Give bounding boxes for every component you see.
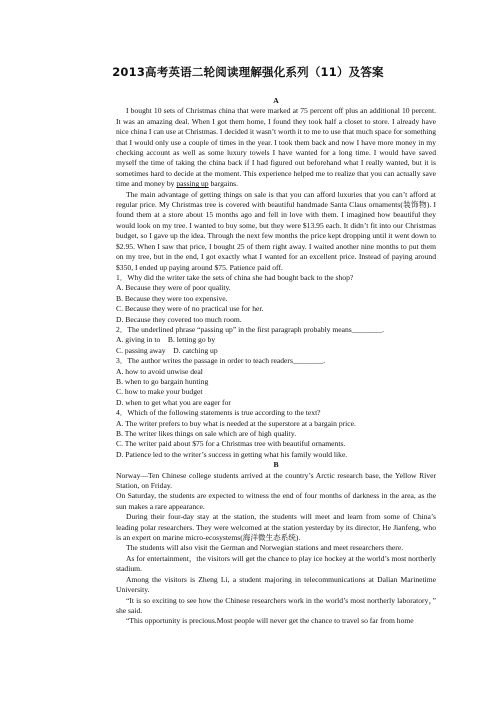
option-line: A. giving in to B. letting go by: [116, 335, 216, 345]
section-heading-b: B: [273, 460, 279, 470]
option-line: C. passing away D. catching up: [116, 345, 218, 355]
question-list-a: [116, 273, 436, 460]
paragraph-a-2: [116, 190, 436, 273]
option-line: D. when to get what you are eager for: [116, 397, 231, 407]
question-line: 2．The underlined phrase “passing up” in the first paragraph probably means________.: [116, 324, 385, 334]
question-line: 1．Why did the writer take the sets of china she had bought back to the shop?: [116, 272, 354, 282]
paragraph-b-2: On Saturday, the students are expected to witness the end of four months of darkness in the area, as the sun makes a rare appearance.: [116, 491, 436, 511]
paragraph-b-8: “This opportunity is precious.Most people will never get the chance to travel so far from home: [126, 616, 414, 626]
option-line: C. how to make your budget: [116, 387, 203, 397]
paragraph-b-1: Norway—Ten Chinese college students arrived at the country’s Arctic research base, the Yellow River Station, on Friday.: [116, 470, 436, 491]
paragraph-b-6: Among the visitors is Zheng Li, a student majoring in telecommunications at Dalian Marinetime University.: [116, 574, 436, 595]
paragraph-b-4: The students will also visit the German and Norwegian stations and meet researchers there.: [126, 543, 404, 553]
paragraph-b-5: As for entertainment，the visitors will get the chance to play ice hockey at the world’s most northerly stadium.: [116, 553, 436, 574]
option-line: B. Because they were too expensive.: [116, 293, 228, 303]
paragraph-text-end: bargains.: [208, 179, 238, 189]
paragraph-b-3: During their four-day stay at the station, the students will meet and learn from some of China’s leading polar researchers. They were welcomed at the station yesterday by its director, He Jianfeng, who is an expert on marine micro-ecosystems(海洋微生态系统).: [116, 512, 436, 543]
paragraph-text: I bought 10 sets of Christmas china that were marked at 75 percent off plus an additional 10 percent. It was an amazing deal. When I got them home, I found they took half a closet to store. I already have nice china I can use at Christmas. I decided it wasn’t worth it to me to use that much space for something that I would only use a couple of times in the year. I took them back and now I have more money in my checking account as well as some luxury towels I have wanted for a long time. I would have saved myself the time of taking the china back if I had figured out beforehand what I really wanted, but it is sometimes hard to decide at the moment. This experience helped me to realize that you can actually save time and money by: [116, 106, 436, 189]
option-line: A. The writer prefers to buy what is needed at the superstore at a bargain price.: [116, 418, 356, 428]
page-title: 2013高考英语二轮阅读理解强化系列（11）及答案: [112, 65, 384, 79]
option-line: A. how to avoid unwise deal: [116, 366, 203, 376]
paragraph-text: The main advantage of getting things on sale is that you can afford luxuries that you can’t afford at regular price. My Christmas tree is covered with beautiful handmade Santa Claus ornaments(装饰物). I found them at a store about 15 months ago and fell in love with them. I imagined how beautiful they would look on my tree. I wanted to buy some, but they were $13.95 each. It didn’t fit into our Christmas budget, so I gave up the idea. Through the next few months the price kept dropping until it went down to $2.95. When I saw that price, I bought 25 of them right away. I waited another nine months to put them on my tree, but in the end, I got exactly what I wanted for an excellent price. Instead of paying around $350, I ended up paying around $75. Patience paid off.: [116, 189, 436, 272]
option-line: D. Patience led to the writer’s success in getting what his family would like.: [116, 449, 348, 459]
option-line: C. Because they were of no practical use for her.: [116, 304, 264, 314]
option-line: B. when to go bargain hunting: [116, 376, 209, 386]
option-line: A. Because they were of poor quality.: [116, 283, 231, 293]
option-line: D. Because they covered too much room.: [116, 314, 242, 324]
underlined-phrase: passing up: [176, 179, 209, 189]
question-line: 4．Which of the following statements is true according to the text?: [116, 408, 321, 418]
paragraph-a-1: [116, 106, 436, 189]
section-heading-a: A: [273, 96, 279, 105]
option-line: B. The writer likes things on sale which are of high quality.: [116, 429, 297, 438]
question-line: 3．The author writes the passage in order to teach readers________.: [116, 356, 326, 366]
document-body: [116, 96, 436, 627]
paragraph-b-7: “It is so exciting to see how the Chinese researchers work in the world’s most northerly laboratory，” she said.: [116, 595, 436, 615]
option-line: C. The writer paid about $75 for a Christmas tree with beautiful ornaments.: [116, 439, 346, 449]
